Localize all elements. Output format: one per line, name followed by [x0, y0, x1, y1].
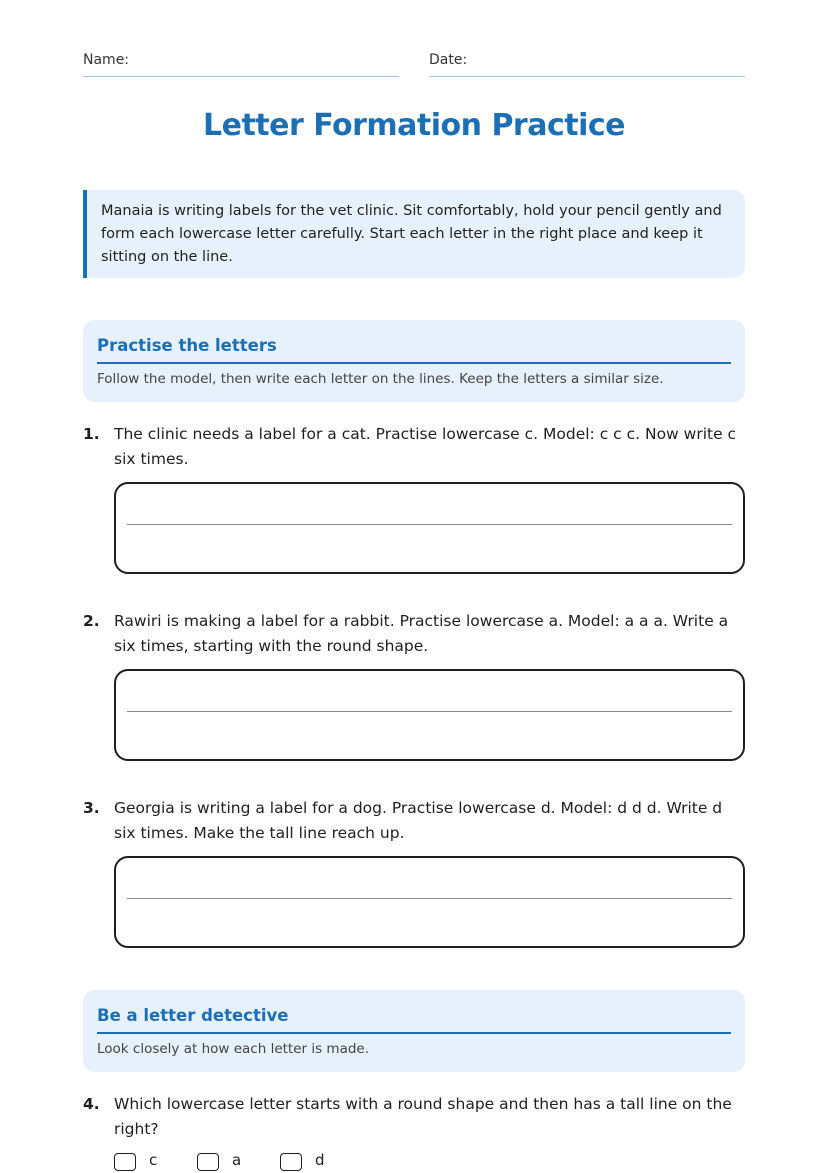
checkbox[interactable] [197, 1153, 219, 1171]
date-field[interactable] [429, 52, 745, 77]
answer-box-3[interactable] [114, 856, 745, 948]
checkbox[interactable] [114, 1153, 136, 1171]
section-title: Be a letter detective [97, 1004, 731, 1034]
option-label: a [232, 1151, 242, 1169]
question-text: Rawiri is making a label for a rabbit. Practise lowercase a. Model: a a a. Write a six times, starting with the round shape. [114, 612, 729, 655]
checkbox[interactable] [280, 1153, 302, 1171]
option-label: c [149, 1151, 158, 1169]
question-text: The clinic needs a label for a cat. Practise lowercase c. Model: c c c. Now write c six times. [114, 425, 737, 468]
question-text: Georgia is writing a label for a dog. Practise lowercase d. Model: d d d. Write d six times. Make the tall line reach up. [114, 799, 723, 842]
header-fields [83, 52, 745, 78]
answer-box-2[interactable] [114, 669, 745, 761]
writing-line [127, 711, 732, 712]
section-subtitle: Look closely at how each letter is made. [97, 1041, 370, 1057]
intro-callout: Manaia is writing labels for the vet clinic. Sit comfortably, hold your pencil gently and form each lowercase letter carefully. Start each letter in the right place and keep it sitting on the line. [83, 190, 745, 278]
question-number: 1. [83, 425, 100, 443]
section-practise [83, 320, 745, 402]
section-detective [83, 990, 745, 1072]
question-number: 3. [83, 799, 100, 817]
page-title: Letter Formation Practice [202, 108, 626, 143]
writing-line [127, 898, 732, 899]
question-number: 2. [83, 612, 100, 630]
writing-line [127, 524, 732, 525]
answer-box-1[interactable] [114, 482, 745, 574]
option-label: d [315, 1151, 325, 1169]
date-label: Date: [429, 52, 468, 68]
section-title: Practise the letters [97, 334, 731, 364]
question-text: Which lowercase letter starts with a round shape and then has a tall line on the right? [114, 1095, 732, 1138]
section-subtitle: Follow the model, then write each letter on the lines. Keep the letters a similar size. [97, 371, 664, 387]
question-number: 4. [83, 1095, 100, 1113]
name-label: Name: [83, 52, 130, 68]
name-field[interactable] [83, 52, 399, 77]
